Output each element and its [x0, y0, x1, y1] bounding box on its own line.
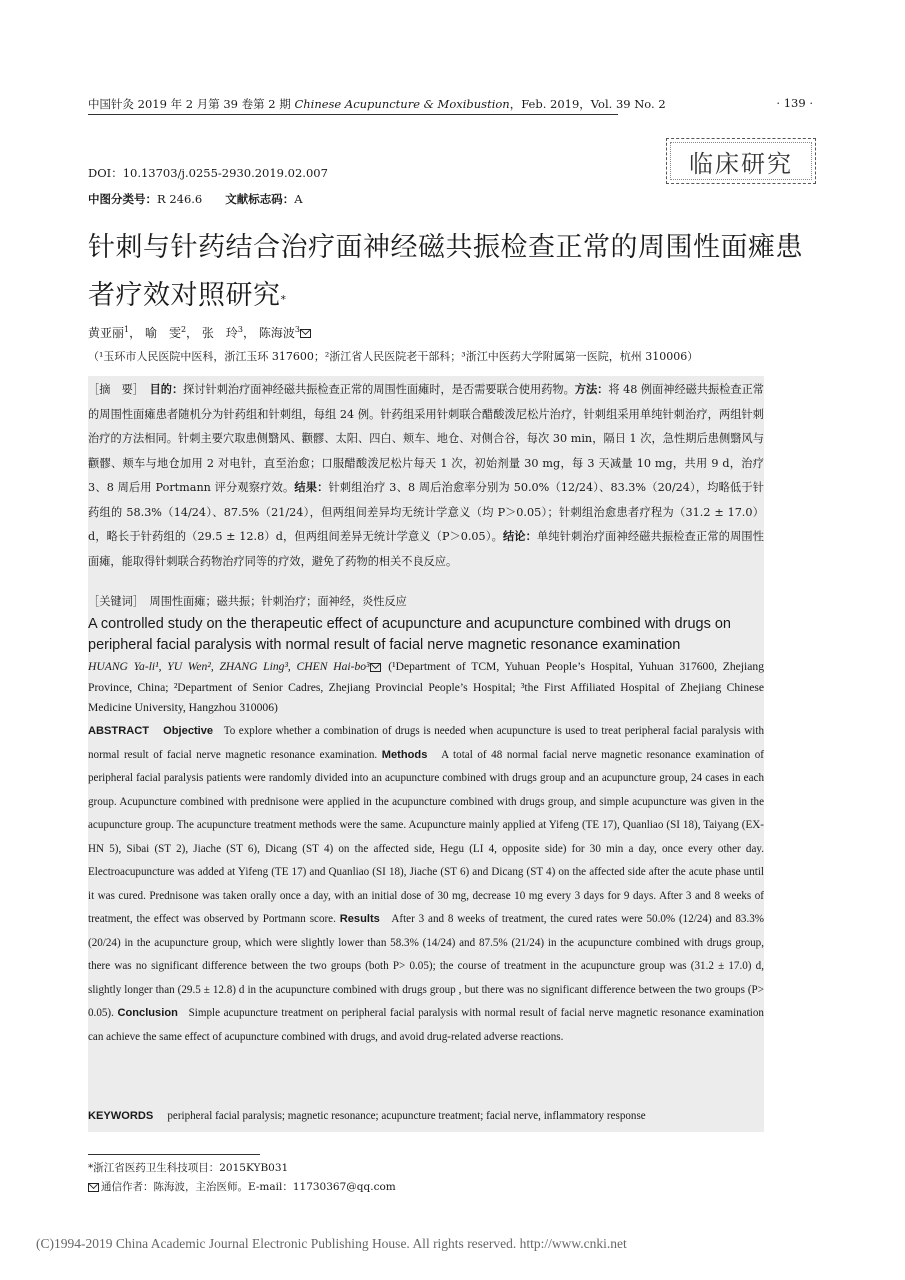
footnote-funding: *浙江省医药卫生科技项目：2015KYB031	[88, 1162, 289, 1174]
copyright-watermark: (C)1994-2019 China Academic Journal Electronic Publishing House. All rights reserved. http://www.cnki.net	[36, 1236, 627, 1251]
abstract-en: ABSTRACT Objective To explore whether a combination of drugs is needed when acupuncture is used to treat peripheral facial paralysis with normal result of facial nerve magnetic resonance examination. Methods A total of 48 normal facial nerve magnetic resonance examination of peripheral facial paralysis patients were randomly divided into an acupuncture combined with drugs group and an acupuncture group, 24 cases in each group. Acupuncture combined with prednisone were applied in the acupuncture combined with drugs group, and simple acupuncture was given in the acupuncture group. The acupuncture treatment methods were the same. Acupuncture mainly applied at Yifeng (TE 17), Quanliao (SI 18), Taiyang (EX-HN 5), Sibai (ST 2), Jiache (ST 6), Dicang (ST 4) on the affected side, Hegu (LI 4, opposite side) for 30 min a day, once every other day. Electroacupuncture was added at Yifeng (TE 17) and Quanliao (SI 18), Jiache (ST 6) and Dicang (ST 4) on the affected side after the acute phase until it was cured. Prednisone was taken orally once a day, with an initial dose of 30 mg, decrease 10 mg every 3 days for 9 days. After 3 and 8 weeks of treatment, the effect was observed by Portmann score. Results After 3 and 8 weeks of treatment, the cured rates were 50.0% (12/24) and 83.3% (20/24) in the acupuncture group, which were slightly lower than 58.3% (14/24) and 87.5% (21/24) in the acupuncture combined with drugs group, there was no significant difference between the two groups (both P> 0.05); the course of treatment in the acupuncture group was (31.2 ± 17.0) d, slightly longer than (29.5 ± 12.8) d in the acupuncture combined with drugs group , but there was no significant difference between the two groups (P> 0.05). Conclusion Simple acupuncture treatment on peripheral facial paralysis with normal result of facial nerve magnetic resonance examination can achieve the same effect of acupuncture combined with drugs, and avoid drug-related adverse reactions.	[88, 725, 765, 1043]
section-label: 临床研究	[689, 149, 793, 178]
section-label-box	[666, 138, 816, 184]
authors-cn: 黄亚丽$^1$， 喻 雯$^2$， 张 玲$^3$， 陈海波$^3$	[88, 324, 313, 341]
running-header-citation: 中国针灸 2019 年 2 月第 39 卷第 2 期 Chinese Acupuncture & Moxibustion，Feb. 2019，Vol. 39 No. 2	[88, 97, 666, 111]
article-title-cn: 针刺与针药结合治疗面神经磁共振检查正常的周围性面瘫患者疗效对照研究*	[88, 232, 803, 311]
footnote-rule	[88, 1154, 260, 1155]
keywords-en: KEYWORDS peripheral facial paralysis; magnetic resonance; acupuncture treatment; facial nerve, inflammatory response	[88, 1110, 646, 1122]
article-title-en: A controlled study on the therapeutic effect of acupuncture and acupuncture combined with drugs on peripheral facial paralysis with normal result of facial nerve magnetic resonance examination	[88, 616, 731, 653]
title-footnote-marker: *	[280, 293, 287, 306]
keywords-cn: ［关键词］ 周围性面瘫；磁共振；针刺治疗；面神经，炎性反应	[88, 595, 407, 608]
mail-icon	[88, 1183, 99, 1192]
classification-line: 中图分类号：R 246.6 文献标志码：A	[88, 192, 303, 206]
abstract-cn: ［摘 要］ 目的：探讨针刺治疗面神经磁共振检查正常的周围性面瘫时，是否需要联合使用药物。方法：将 48 例面神经磁共振检查正常的周围性面瘫患者随机分为针药组和针刺组，每组 24 例。针药组采用针刺联合醋酸泼尼松片治疗，针刺组采用单纯针刺治疗，两组针刺治疗的方法相同。针刺主要穴取患侧翳风、颧髎、太阳、四白、颊车、地仓、对侧合谷，每次 30 min，隔日 1 次，急性期后患侧翳风与颧髎、颊车与地仓加用 2 对电针，直至治愈；口服醋酸泼尼松片每天 1 次，初始剂量 30 mg，每 3 天减量 10 mg，共用 9 d，治疗 3、8 周后用 Portmann 评分观察疗效。结果：针刺组治疗 3、8 周后治愈率分别为 50.0%（12/24）、83.3%（20/24），均略低于针药组的 58.3%（14/24）、87.5%（21/24），但两组间差异均无统计学意义（均 P＞0.05）；针刺组治愈患者疗程为（31.2 ± 17.0）d，略长于针药组的（29.5 ± 12.8）d，但两组间差异无统计学意义（P＞0.05）。结论：单纯针刺治疗面神经磁共振检查正常的周围性面瘫，能取得针刺联合药物治疗同等的疗效，避免了药物的相关不良反应。	[88, 383, 764, 568]
page-number: · 139 ·	[776, 96, 813, 110]
doi: DOI：10.13703/j.0255-2930.2019.02.007	[88, 166, 328, 180]
affiliations-cn: （¹玉环市人民医院中医科，浙江玉环 317600；²浙江省人民医院老干部科；³浙江中医药大学附属第一医院，杭州 310006）	[88, 350, 699, 363]
mail-icon	[300, 329, 311, 338]
authors-en: HUANG Ya-li¹, YU Wen², ZHANG Ling³, CHEN Hai-bo³ (¹Department of TCM, Yuhuan People’s Hospital, Yuhuan 317600, Zhejiang Province, China; ²Department of Senior Cadres, Zhejiang Provincial People’s Hospital; ³the First Affiliated Hospital of Zhejiang Chinese Medicine University, Hangzhou 310006)	[88, 660, 764, 714]
mail-icon	[370, 663, 381, 672]
journal-name: Chinese Acupuncture & Moxibustion	[294, 97, 510, 111]
footnote-corresponding: 通信作者：陈海波，主治医师。E-mail：11730367@qq.com	[88, 1179, 396, 1194]
header-rule	[88, 114, 618, 115]
